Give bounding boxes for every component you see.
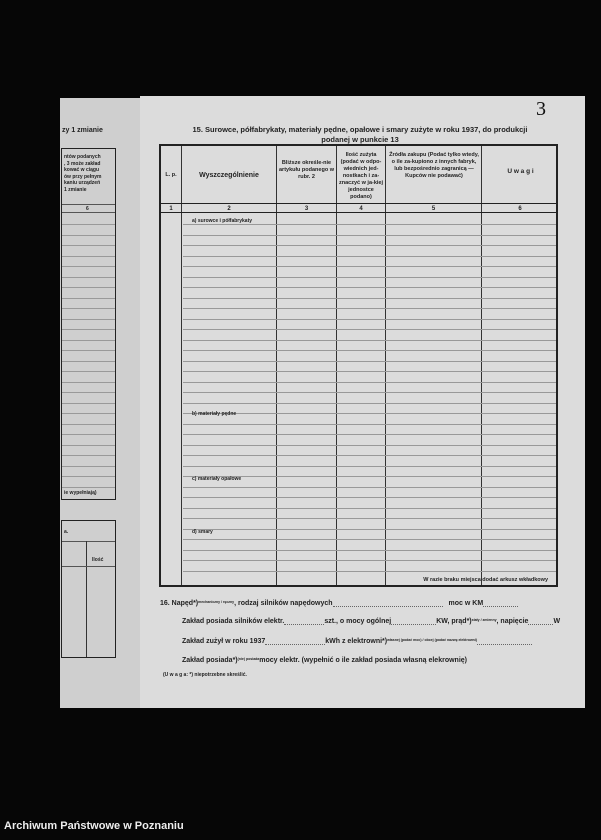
energy-source-options: własnej (podać moc) / obcej (podać nazwę elektrowni) bbox=[387, 638, 477, 642]
table-rule bbox=[183, 392, 556, 393]
left-rule bbox=[62, 413, 115, 414]
table-rule bbox=[183, 329, 556, 330]
left-rule bbox=[62, 277, 115, 278]
table-rule bbox=[183, 560, 556, 561]
own-plant-options: (nie) posiada bbox=[237, 657, 260, 661]
electric-motors-label: Zakład posiada silników elektr. bbox=[182, 618, 285, 625]
left-divider bbox=[62, 212, 115, 213]
left-rule bbox=[62, 445, 115, 446]
table-rule bbox=[183, 539, 556, 540]
left-table-2 bbox=[61, 520, 116, 658]
electric-motors-count-field[interactable] bbox=[284, 624, 324, 625]
column-number: 4 bbox=[359, 206, 363, 212]
table-rule bbox=[183, 245, 556, 246]
header-sources: Źródła zakupu (Podać tylko wtedy, o ile za-kupiono z innych fabryk, lub bezpośrednio zagranicą — Kupców nie podawać) bbox=[389, 152, 479, 179]
table-rule bbox=[183, 298, 556, 299]
section-16-line-1 bbox=[160, 600, 518, 607]
table-rule bbox=[183, 571, 556, 572]
total-power-label: szt., o mocy ogólnej bbox=[324, 618, 392, 625]
category-lubricants: d) smary bbox=[192, 529, 213, 535]
left-rule bbox=[62, 424, 115, 425]
table-rule bbox=[183, 445, 556, 446]
table-footnote: W razie braku miejsca dodać arkusz wkładkowy bbox=[423, 577, 548, 583]
section-16-line-4 bbox=[182, 657, 467, 664]
left-rule bbox=[62, 403, 115, 404]
total-power-field[interactable] bbox=[391, 624, 436, 625]
section-16-line-3 bbox=[182, 638, 532, 645]
left-rule bbox=[62, 382, 115, 383]
column-number: 5 bbox=[431, 206, 436, 212]
voltage-label: , napięcie bbox=[496, 618, 529, 625]
left-text-line: kaniu urządzeń bbox=[64, 180, 101, 186]
table-rule bbox=[183, 224, 556, 225]
left-page-header: zy 1 zmianie bbox=[62, 127, 103, 134]
left-rule bbox=[62, 371, 115, 372]
left-text-line: kować w ciągu bbox=[64, 167, 100, 173]
left-rule bbox=[62, 329, 115, 330]
power-km-field[interactable] bbox=[483, 606, 518, 607]
table-rule bbox=[183, 424, 556, 425]
power-km-label: moc w KM bbox=[448, 600, 484, 607]
left-rule bbox=[62, 455, 115, 456]
section-15-title-line: podanej w punkcie 13 bbox=[321, 135, 399, 144]
materials-table bbox=[159, 144, 558, 587]
table-rule bbox=[183, 340, 556, 341]
footnote: (U w a g a: *) niepotrzebne skreślić. bbox=[163, 672, 247, 678]
left-text-line: 1 zmianie bbox=[64, 186, 87, 193]
left-rule bbox=[62, 235, 115, 236]
motor-type-field[interactable] bbox=[333, 606, 443, 607]
table-rule bbox=[183, 434, 556, 435]
header-remarks: U w a g i bbox=[507, 168, 534, 175]
motor-type-label: , rodzaj silników napędowych bbox=[234, 600, 333, 607]
left-rule bbox=[62, 350, 115, 351]
drive-label: 16. Napęd*) bbox=[160, 600, 199, 607]
table-rule bbox=[183, 371, 556, 372]
drive-options: mechaniczny / ręczny bbox=[198, 600, 235, 604]
section-15-title bbox=[160, 125, 560, 145]
voltage-unit: W bbox=[553, 618, 561, 625]
own-plant-label: Zakład posiada*) bbox=[182, 657, 238, 664]
left-rule bbox=[62, 466, 115, 467]
table-rule bbox=[183, 487, 556, 488]
table-rule bbox=[183, 277, 556, 278]
table-rule bbox=[183, 266, 556, 267]
left-rule bbox=[62, 245, 115, 246]
table-rule bbox=[183, 319, 556, 320]
left-rule bbox=[62, 361, 115, 362]
header-details: Bliższe określe-nie artykułu podanego w rubr. 2 bbox=[279, 160, 335, 180]
left-page-footer: ie wypełniają) bbox=[64, 489, 97, 496]
category-raw-materials: a) surowce i półfabrykaty bbox=[192, 218, 253, 224]
left-divider bbox=[62, 566, 115, 567]
table-rule bbox=[183, 308, 556, 309]
left-text-line: ów przy pełnym bbox=[64, 173, 102, 180]
category-heating-fuels: c) materiały opałowe bbox=[192, 476, 242, 482]
left-table2-header: a. bbox=[64, 529, 69, 535]
column-number: 1 bbox=[169, 206, 173, 212]
left-table bbox=[61, 148, 116, 500]
table-rule bbox=[183, 382, 556, 383]
left-rule bbox=[62, 476, 115, 477]
left-table2-col: Ilość bbox=[92, 557, 104, 563]
left-column-number: 6 bbox=[86, 206, 89, 212]
table-rule bbox=[183, 455, 556, 456]
header-divider bbox=[161, 203, 556, 204]
left-divider bbox=[62, 204, 115, 205]
current-options: stały / zmienny bbox=[471, 618, 497, 622]
table-rule bbox=[183, 361, 556, 362]
table-rule bbox=[183, 529, 556, 530]
section-16-line-2 bbox=[182, 618, 560, 625]
table-rule bbox=[183, 287, 556, 288]
table-rule bbox=[183, 497, 556, 498]
energy-used-field[interactable] bbox=[265, 644, 325, 645]
table-rule bbox=[183, 235, 556, 236]
table-rule bbox=[183, 518, 556, 519]
header-description: Wyszczególnienie bbox=[199, 172, 259, 179]
left-col-divider bbox=[86, 541, 87, 657]
left-rule bbox=[62, 256, 115, 257]
table-rule bbox=[183, 256, 556, 257]
energy-used-label: Zakład zużył w roku 1937 bbox=[182, 638, 266, 645]
left-rule bbox=[62, 298, 115, 299]
left-rule bbox=[62, 340, 115, 341]
left-rule bbox=[62, 224, 115, 225]
energy-source-label: kWh z elektrowni*) bbox=[325, 638, 388, 645]
left-rule bbox=[62, 487, 115, 488]
page-number: 3 bbox=[536, 98, 546, 120]
left-rule bbox=[62, 392, 115, 393]
left-rule bbox=[62, 266, 115, 267]
table-rule bbox=[183, 413, 556, 414]
table-rule bbox=[183, 403, 556, 404]
column-number: 3 bbox=[304, 206, 309, 212]
left-divider bbox=[62, 541, 115, 542]
own-plant-note: mocy elektr. (wypełnić o ile zakład posiada własną elekrownię) bbox=[259, 657, 467, 664]
column-number-divider bbox=[161, 212, 556, 213]
left-rule bbox=[62, 434, 115, 435]
category-fuels-motive: b) materiały pędne bbox=[192, 411, 237, 417]
left-column-text bbox=[64, 154, 102, 193]
column-number: 2 bbox=[227, 206, 231, 212]
energy-source-field[interactable] bbox=[477, 644, 532, 645]
table-rule bbox=[183, 350, 556, 351]
table-rule bbox=[183, 550, 556, 551]
archive-credit: Archiwum Państwowe w Poznaniu bbox=[4, 820, 184, 832]
section-15-title-line: 15. Surowce, półfabrykaty, materiały pędne, opałowe i smary zużyte w roku 1937, do produkcji bbox=[192, 125, 528, 134]
voltage-field[interactable] bbox=[528, 624, 553, 625]
left-rule bbox=[62, 287, 115, 288]
header-lp: L. p. bbox=[165, 172, 177, 178]
left-rule bbox=[62, 308, 115, 309]
table-rule bbox=[183, 466, 556, 467]
current-label: KW, prąd*) bbox=[436, 618, 472, 625]
column-number: 6 bbox=[518, 206, 522, 212]
left-rule bbox=[62, 319, 115, 320]
header-quantity: Ilość zużyta (podać w odpo-wiednich jed-nostkach i za-znaczyć w ja-kiej jednostce podano) bbox=[338, 152, 384, 200]
table-rule bbox=[183, 508, 556, 509]
left-text-line: , 3 może zakład bbox=[64, 160, 101, 167]
left-text-line: ntów podanych bbox=[64, 154, 101, 160]
